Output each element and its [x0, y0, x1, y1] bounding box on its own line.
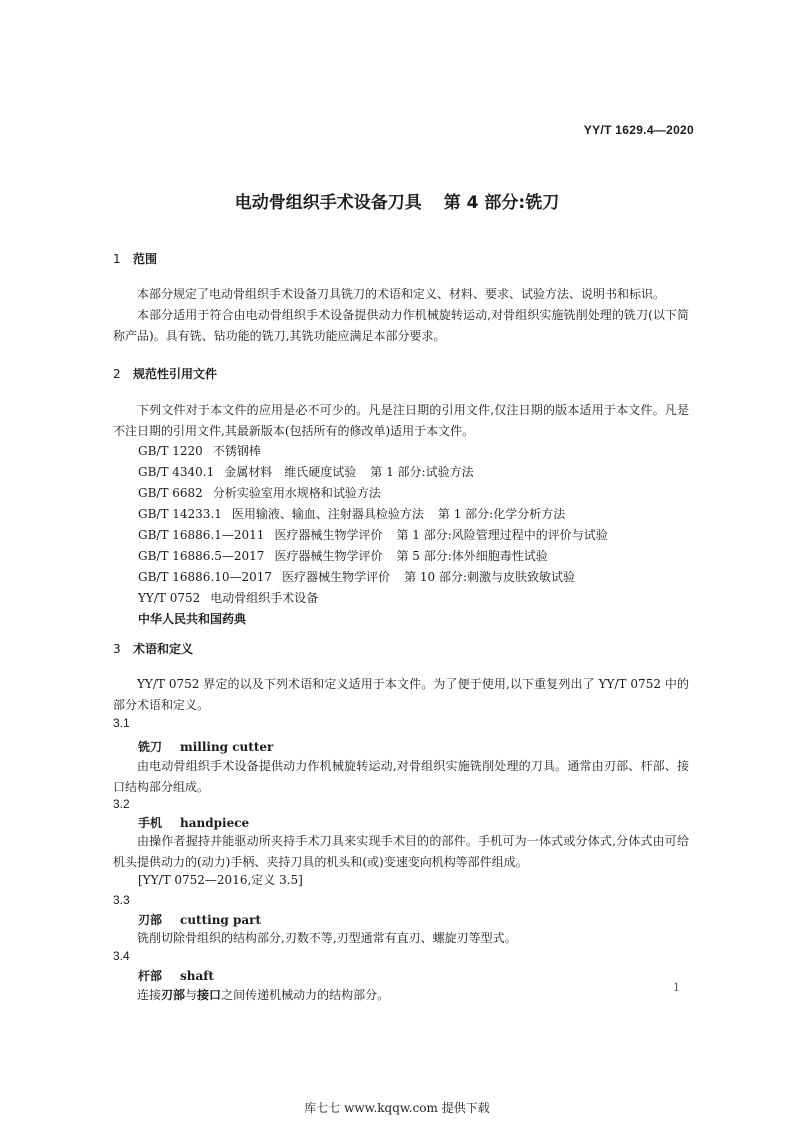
- definition-emphasis: 刃部: [161, 988, 186, 1002]
- term-source-note: [YY/T 0752—2016,定义 3.5]: [138, 873, 303, 887]
- title-part: 第 4 部分:铣刀: [443, 193, 560, 213]
- page-number: 1: [673, 981, 680, 994]
- section-heading-scope: [113, 250, 157, 267]
- reference-code: GB/T 14233.1: [138, 507, 222, 521]
- reference-code: GB/T 4340.1: [138, 465, 215, 479]
- reference-item: [138, 568, 575, 585]
- definition-emphasis: 接口: [197, 988, 222, 1002]
- reference-name: 金属材料 维氏硬度试验: [224, 465, 357, 479]
- terms-intro: YY/T 0752 界定的以及下列术语和定义适用于本文件。为了便于使用,以下重复列出了 YY/T 0752 中的部分术语和定义。: [113, 677, 689, 712]
- reference-code: GB/T 6682: [138, 486, 203, 500]
- scope-paragraph-2: 本部分适用于符合由电动骨组织手术设备提供动力作机械旋转运动,对骨组织实施铣削处理的铣刀(以下简称产品)。具有铣、钻功能的铣刀,其铣功能应满足本部分要求。: [113, 308, 689, 343]
- term-heading: [138, 967, 214, 984]
- term-zh: 手机: [138, 816, 163, 830]
- term-number: 3.1: [113, 716, 130, 730]
- reference-name: 医疗器械生物学评价: [274, 549, 383, 563]
- reference-item: [138, 505, 565, 522]
- term-zh: 杆部: [138, 969, 163, 983]
- section-title: 术语和定义: [133, 642, 194, 656]
- term-number: 3.4: [113, 949, 130, 963]
- reference-item: [138, 589, 332, 606]
- reference-code: GB/T 16886.1—2011: [138, 528, 265, 542]
- reference-name: 分析实验室用水规格和试验方法: [212, 486, 381, 500]
- term-number: 3.3: [113, 893, 130, 907]
- term-number: 3.2: [113, 797, 130, 811]
- definition-text: 与: [185, 988, 198, 1002]
- term-definition: [113, 985, 689, 1006]
- reference-name: 医疗器械生物学评价: [282, 570, 391, 584]
- standard-number: YY/T 1629.4—2020: [583, 123, 694, 137]
- reference-code: GB/T 1220: [138, 444, 203, 458]
- reference-item: [138, 463, 474, 480]
- term-en: shaft: [180, 969, 214, 983]
- reference-name: 电动骨组织手术设备: [210, 591, 319, 605]
- section-title: 规范性引用文件: [133, 367, 218, 381]
- reference-part: 第 5 部分:体外细胞毒性试验: [396, 549, 548, 563]
- reference-part: 第 1 部分:化学分析方法: [437, 507, 566, 521]
- reference-item: [138, 547, 548, 564]
- reference-name: 中华人民共和国药典: [138, 612, 247, 626]
- page-title: [0, 188, 794, 213]
- section-number: 2: [113, 367, 121, 381]
- term-en: handpiece: [180, 816, 250, 830]
- section-number: 1: [113, 252, 121, 266]
- reference-item: [138, 442, 275, 459]
- term-heading: [138, 738, 273, 755]
- normative-intro: 下列文件对于本文件的应用是必不可少的。凡是注日期的引用文件,仅注日期的版本适用于本文件。凡是不注日期的引用文件,其最新版本(包括所有的修改单)适用于本文件。: [113, 403, 689, 438]
- reference-name: 医疗器械生物学评价: [274, 528, 383, 542]
- section-title: 范围: [133, 252, 158, 266]
- term-definition: 铣削切除骨组织的结构部分,刃数不等,刃型通常有直刃、螺旋刃等型式。: [137, 931, 517, 945]
- definition-text: 连接: [137, 988, 162, 1002]
- term-heading: [138, 911, 261, 928]
- reference-part: 第 1 部分:试验方法: [370, 465, 474, 479]
- section-heading-terms: [113, 640, 193, 657]
- section-heading-normative: [113, 365, 217, 382]
- definition-text: 之间传递机械动力的结构部分。: [221, 988, 390, 1002]
- term-en: cutting part: [180, 913, 262, 927]
- reference-code: YY/T 0752: [138, 591, 201, 605]
- reference-item: [138, 526, 608, 543]
- term-zh: 刃部: [138, 913, 163, 927]
- reference-item: [138, 610, 246, 627]
- reference-name: 医用输液、输血、注射器具检验方法: [231, 507, 424, 521]
- reference-code: GB/T 16886.10—2017: [138, 570, 273, 584]
- scope-paragraph-1: 本部分规定了电动骨组织手术设备刀具铣刀的术语和定义、材料、要求、试验方法、说明书和标识。: [137, 287, 666, 301]
- reference-item: [138, 484, 395, 501]
- download-footer: 库七七 www.kqqw.com 提供下载: [304, 1101, 490, 1115]
- term-definition: 由电动骨组织手术设备提供动力作机械旋转运动,对骨组织实施铣削处理的刀具。通常由刃部、杆部、接口结构部分组成。: [113, 759, 689, 794]
- reference-code: GB/T 16886.5—2017: [138, 549, 265, 563]
- reference-part: 第 1 部分:风险管理过程中的评价与试验: [396, 528, 608, 542]
- term-heading: [138, 814, 249, 831]
- reference-part: 第 10 部分:刺激与皮肤致敏试验: [404, 570, 576, 584]
- term-definition: 由操作者握持并能驱动所夹持手术刀具来实现手术目的的部件。手机可为一体式或分体式,分体式由可给机头提供动力的(动力)手柄、夹持刀具的机头和(或)变速变向机构等部件组成。: [113, 834, 689, 869]
- term-en: milling cutter: [180, 740, 274, 754]
- term-zh: 铣刀: [138, 740, 163, 754]
- section-number: 3: [113, 642, 121, 656]
- reference-name: 不锈钢棒: [212, 444, 261, 458]
- title-main: 电动骨组织手术设备刀具: [234, 193, 422, 213]
